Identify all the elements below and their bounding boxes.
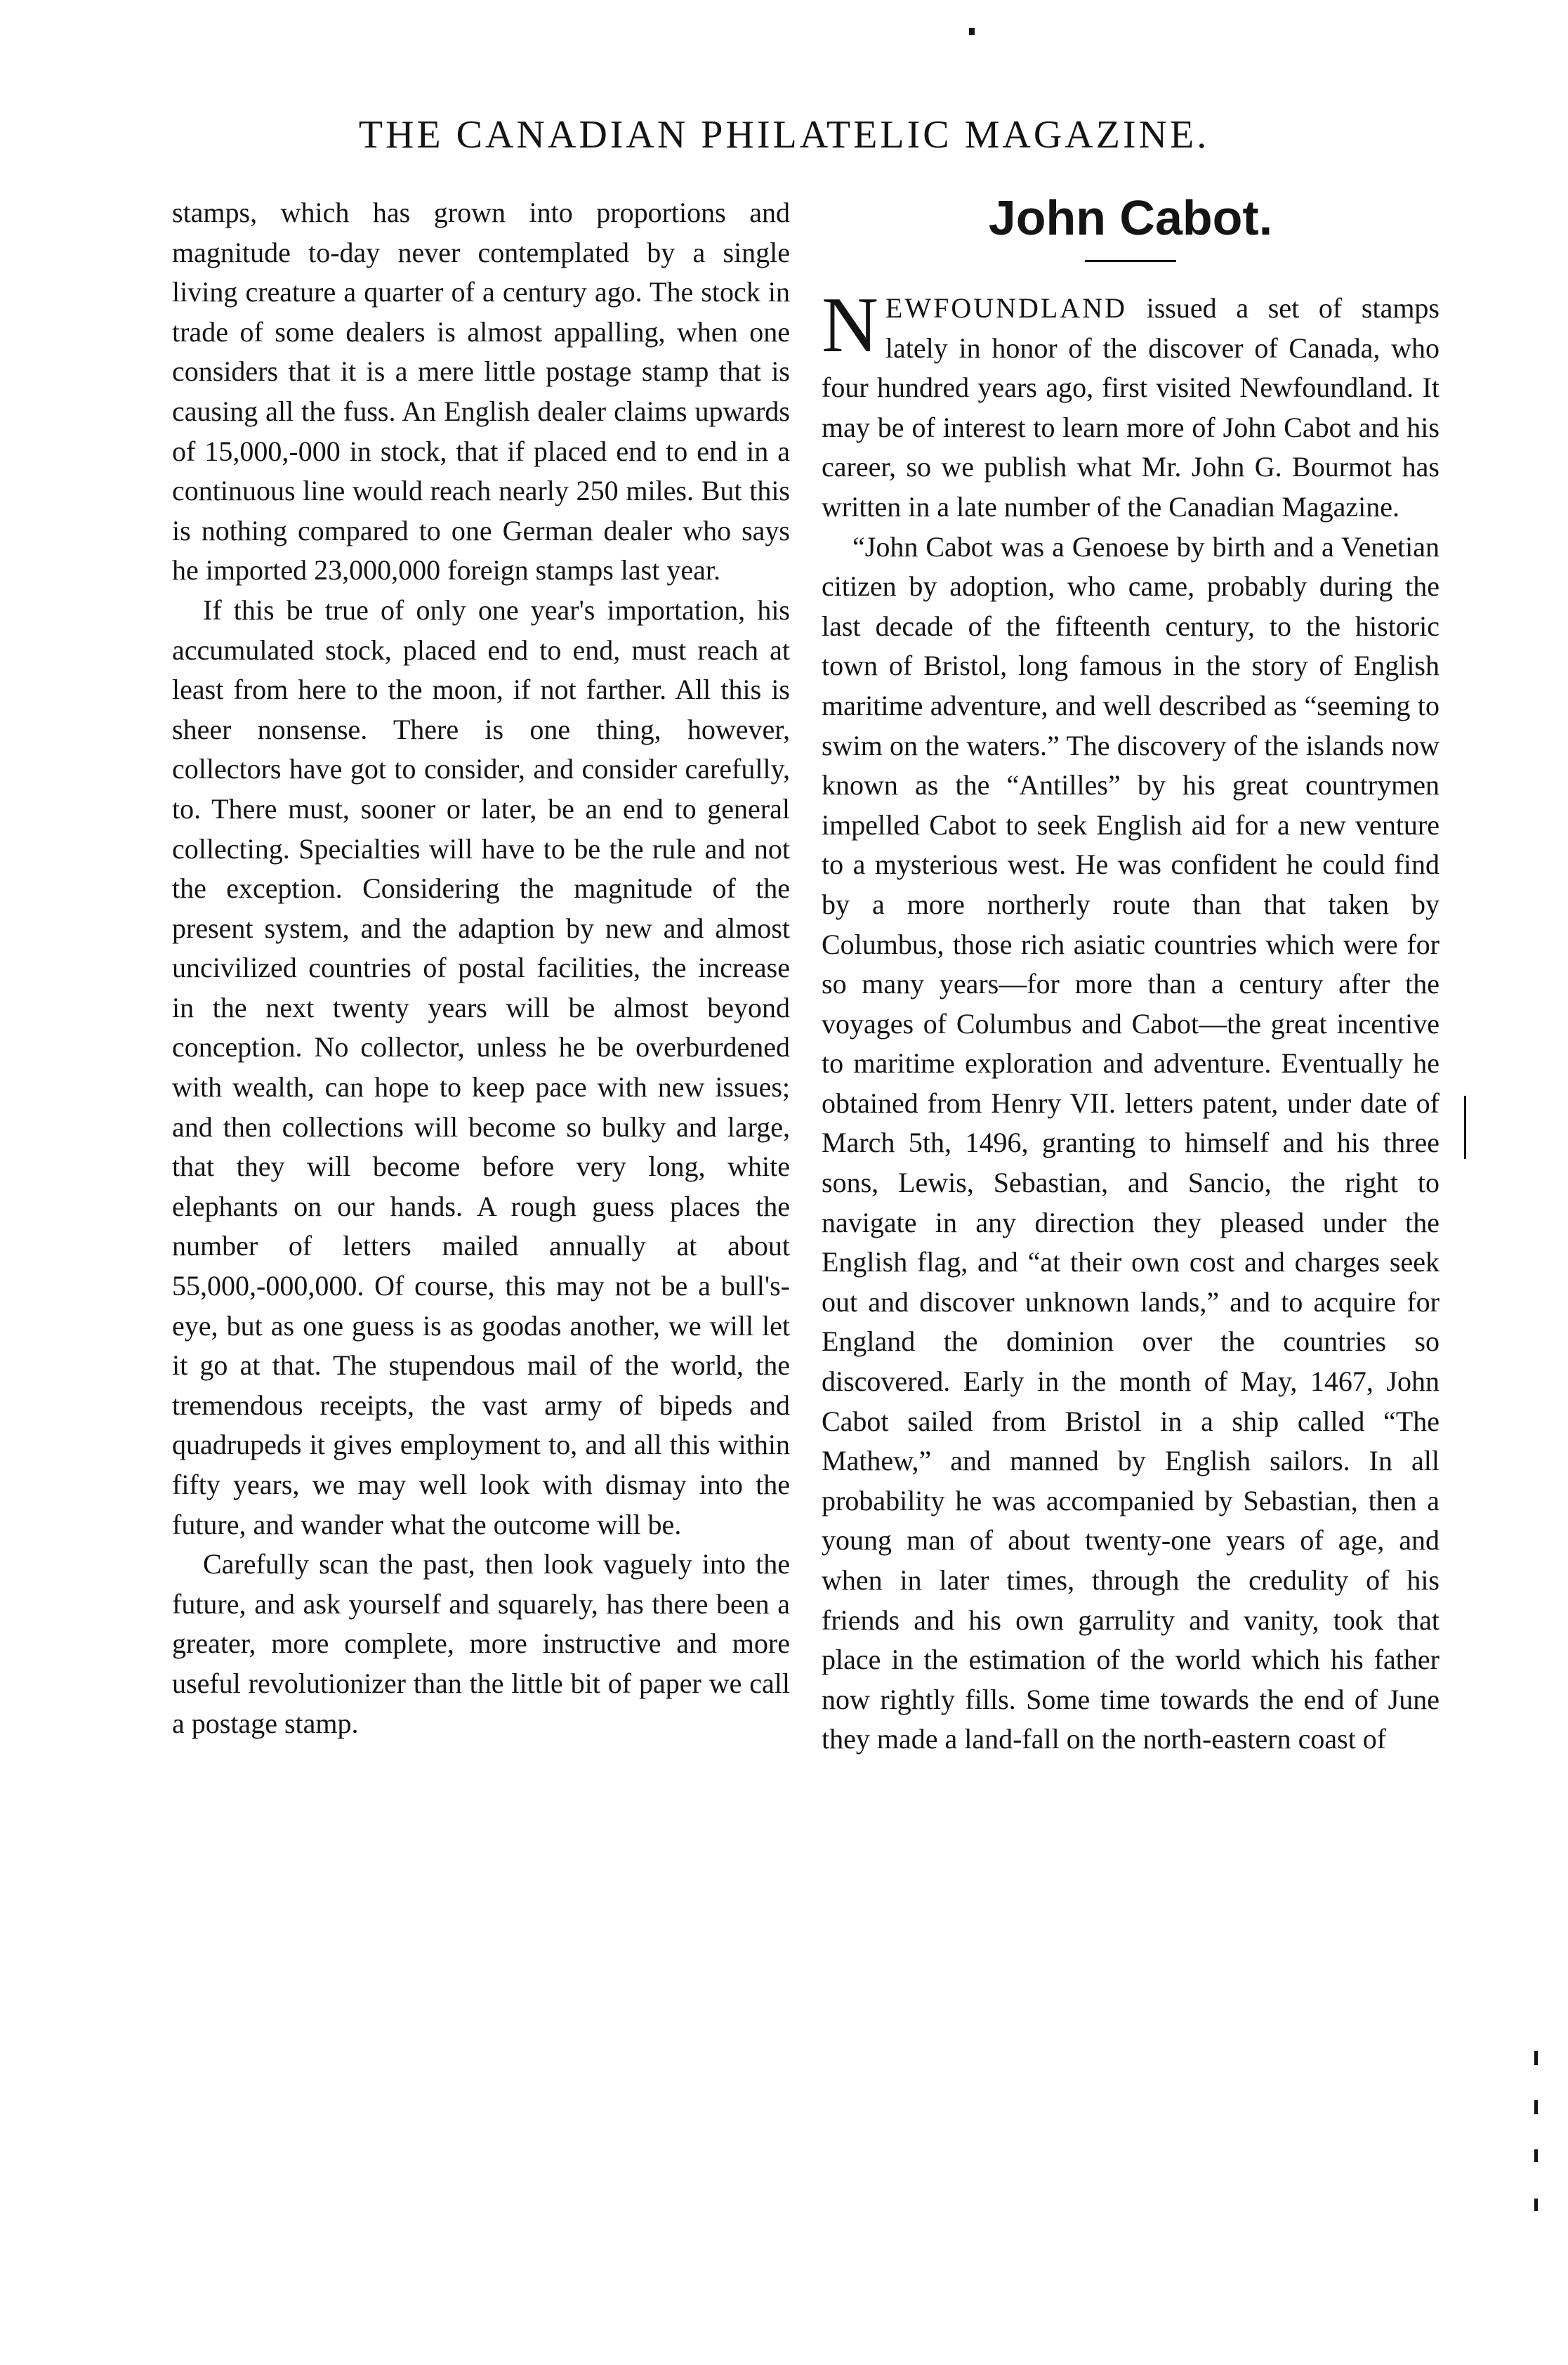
scan-mark	[1534, 2051, 1538, 2065]
left-paragraph-2: If this be true of only one year's importation, his accumulated stock, placed end to end, must reach at least from here to the moon, if not farther. All this is sheer nonsense. There is one thing, however, collectors have got to consider, and consider carefully, to. There must, sooner or later, be an end to general collecting. Specialties will have to be the rule and not the exception. Considering the magnitude of the present system, and the adaption by new and almost uncivilized countries of postal facilities, the increase in the next twenty years will be almost beyond conception. No collector, unless he be overburdened with wealth, can hope to keep pace with new issues; and then collections will become so bulky and large, that they will become before very long, white elephants on our hands. A rough guess places the number of letters mailed annually at about 55,000,-000,000. Of course, this may not be a bull's-eye, but as one guess is as goodas another, we will let it go at that. The stupendous mail of the world, the tremendous receipts, the vast army of bipeds and quadrupeds it gives employment to, and all this within fifty years, we may well look with dismay into the future, and wander what the outcome will be.	[172, 594, 790, 1540]
drop-cap: N	[822, 282, 878, 369]
first-paragraph-text: issued a set of stamps lately in honor of the discover of Canada, who four hundred years ago, first visited Newfoundland. It may be of interest to learn more of John Cabot and his career, so we publish what Mr. John G. Bourmot has written in a late number of the Canadian Magazine.	[822, 292, 1439, 523]
left-column	[172, 193, 790, 1743]
right-column	[822, 190, 1439, 1760]
scan-mark	[969, 28, 975, 35]
scan-mark	[1464, 1096, 1466, 1159]
left-paragraph-3: Carefully scan the past, then look vaguely into the future, and ask yourself and squarely, has there been a greater, more complete, more instructive and more useful revolutionizer than the little bit of paper we call a postage stamp.	[172, 1548, 790, 1739]
left-paragraph-1: stamps, which has grown into proportions and magnitude to-day never contemplated by a single living creature a quarter of a century ago. The stock in trade of some dealers is almost appalling, when one considers that it is a mere little postage stamp that is causing all the fuss. An English dealer claims upwards of 15,000,-000 in stock, that if placed end to end in a continuous line would reach nearly 250 miles. But this is nothing compared to one German dealer who says he imported 23,000,000 foreign stamps last year.	[172, 197, 790, 587]
first-word: EWFOUNDLAND	[885, 292, 1127, 324]
right-paragraph-1	[822, 282, 1439, 528]
scan-mark	[1534, 2149, 1538, 2162]
page-header: THE CANADIAN PHILATELIC MAGAZINE.	[358, 113, 1210, 157]
right-paragraph-2: “John Cabot was a Genoese by birth and a Venetian citizen by adoption, who came, probably during the last decade of the fifteenth century, to the historic town of Bristol, long famous in the story of English maritime adventure, and well described as “seeming to swim on the waters.” The discovery of the islands now known as the “Antilles” by his great countrymen impelled Cabot to seek English aid for a new venture to a mysterious west. He was confident he could find by a more northerly route than that taken by Columbus, those rich asiatic countries which were for so many years—for more than a century after the voyages of Columbus and Cabot—the great incentive to maritime exploration and adventure. Eventually he obtained from Henry VII. letters patent, under date of March 5th, 1496, granting to himself and his three sons, Lewis, Sebastian, and Sancio, the right to navigate in any direction they pleased under the English flag, and “at their own cost and charges seek out and discover unknown lands,” and to acquire for England the dominion over the countries so discovered. Early in the month of May, 1467, John Cabot sailed from Bristol in a ship called “The Mathew,” and manned by English sailors. In all probability he was accompanied by Sebastian, then a young man of about twenty-one years of age, and when in later times, through the credulity of his friends and his own garrulity and vanity, took that place in the estimation of the world which his father now rightly fills. Some time towards the end of June they made a land-fall on the north-eastern coast of	[822, 530, 1439, 1755]
scan-mark	[1534, 2100, 1538, 2114]
scan-mark	[1534, 2199, 1538, 2211]
title-rule	[1085, 260, 1176, 262]
article-title: John Cabot.	[988, 190, 1273, 245]
